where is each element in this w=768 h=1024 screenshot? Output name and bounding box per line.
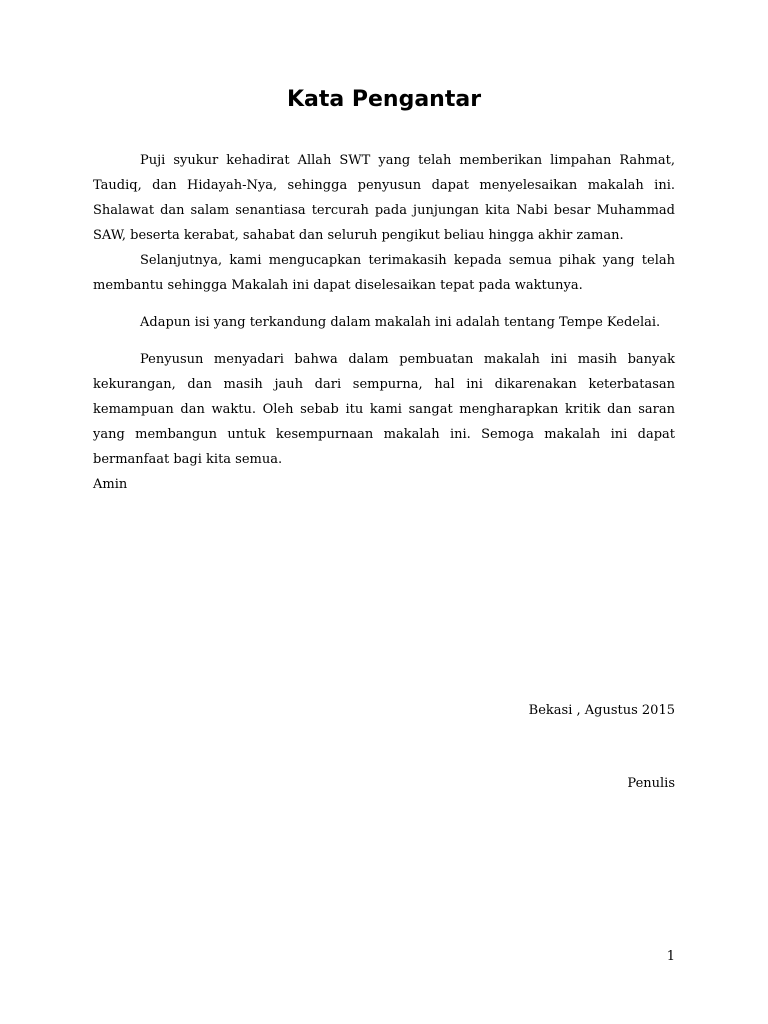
document-body xyxy=(93,148,675,497)
paragraph-apology: Penyusun menyadari bahwa dalam pembuatan makalah ini masih banyak kekurangan, dan masih jauh dari sempurna, hal ini dikarenakan keterbatasan kemampuan dan waktu. Oleh sebab itu kami sangat mengharapkan kritik dan saran yang membangun untuk kesempurnaan makalah ini. Semoga makalah ini dapat bermanfaat bagi kita semua. xyxy=(93,352,675,467)
paragraph-spacer xyxy=(93,335,675,347)
page-number: 1 xyxy=(666,949,675,964)
paragraph-spacer xyxy=(93,298,675,310)
closing-word: Amin xyxy=(93,477,128,492)
signer-name: Penulis xyxy=(627,776,675,791)
paragraph-thanks: Selanjutnya, kami mengucapkan terimakasih kepada semua pihak yang telah membantu sehingga Makalah ini dapat diselesaikan tepat pada waktunya. xyxy=(93,253,675,293)
place-date: Bekasi , Agustus 2015 xyxy=(528,703,675,718)
paragraph-intro: Puji syukur kehadirat Allah SWT yang telah memberikan limpahan Rahmat, Taudiq, dan Hidayah-Nya, sehingga penyusun dapat menyelesaikan makalah ini. Shalawat dan salam senantiasa tercurah pada junjungan kita Nabi besar Muhammad SAW, beserta kerabat, sahabat dan seluruh pengikut beliau hingga akhir zaman. xyxy=(93,153,675,243)
page-title: Kata Pengantar xyxy=(286,87,482,112)
paragraph-content: Adapun isi yang terkandung dalam makalah ini adalah tentang Tempe Kedelai. xyxy=(140,315,661,330)
